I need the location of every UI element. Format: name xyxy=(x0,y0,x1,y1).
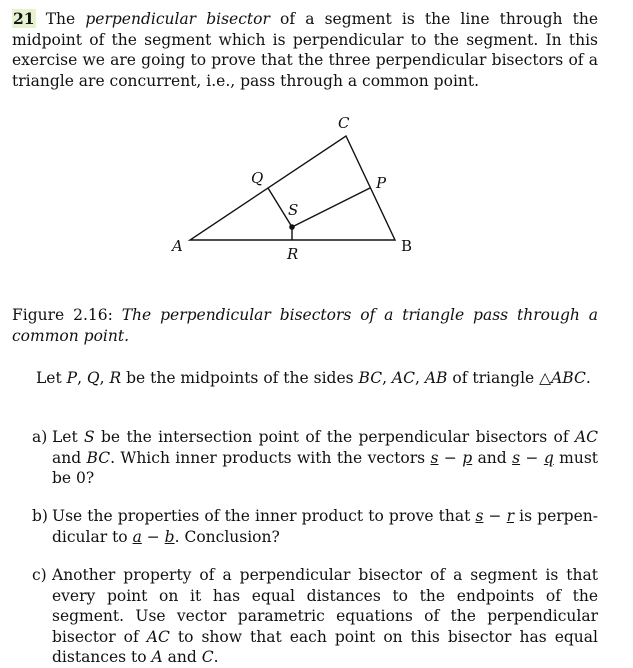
math: BC xyxy=(86,448,111,467)
label-p: P xyxy=(376,174,387,192)
vector: p xyxy=(462,448,473,467)
math: AC xyxy=(391,369,415,387)
text: Let xyxy=(52,428,85,446)
text: of triangle xyxy=(447,369,540,387)
operator: − xyxy=(520,448,544,467)
text: and xyxy=(162,648,202,666)
text: to show that each point on this bisector has equal distances to xyxy=(52,627,598,666)
body-paragraph xyxy=(12,368,598,389)
text: . Which inner products with the vectors xyxy=(110,448,431,467)
caption-label: Figure 2.16: xyxy=(12,306,113,324)
bisector-p xyxy=(292,188,370,227)
text: . Conclusion? xyxy=(174,527,280,546)
text: Let xyxy=(36,369,67,387)
math: AB xyxy=(424,369,448,387)
text: be the midpoints of the sides xyxy=(121,369,359,387)
point-s xyxy=(289,224,295,230)
text: , xyxy=(414,369,425,387)
label-a: A xyxy=(172,237,183,255)
label-c: C xyxy=(338,114,350,132)
vector: b xyxy=(164,527,175,546)
text: , xyxy=(99,369,110,387)
vector: s xyxy=(512,448,521,467)
part-a xyxy=(32,427,599,489)
label-q: Q xyxy=(251,169,264,187)
intro-pre: The xyxy=(45,10,86,28)
label-b: B xyxy=(401,237,413,255)
intro-term: perpendicular bisector xyxy=(85,10,270,28)
math: AC xyxy=(146,627,170,646)
vector: s xyxy=(430,448,439,467)
text: be the intersection point of the perpendicular bisectors of xyxy=(94,428,575,446)
text: is perpen-dicular to xyxy=(52,507,598,546)
part-b xyxy=(32,506,598,547)
text: Use the properties of the inner product to prove that xyxy=(52,507,476,525)
vector: s xyxy=(475,507,484,525)
text: , xyxy=(77,369,87,387)
math: C xyxy=(201,648,214,666)
part-label: c) xyxy=(32,566,47,584)
triangle-figure xyxy=(0,108,633,270)
math: BC xyxy=(358,369,383,387)
vector: a xyxy=(132,527,142,546)
operator: − xyxy=(438,448,463,467)
figure-caption xyxy=(12,305,598,346)
vector: r xyxy=(506,507,515,525)
math: S xyxy=(84,428,95,446)
operator: − xyxy=(141,527,165,546)
math: R xyxy=(109,369,122,387)
math: P xyxy=(66,369,78,387)
text: and xyxy=(472,448,513,467)
vector: q xyxy=(543,448,554,467)
intro-post: of a segment is the line through the midpoint of the segment which is perpendicular to the segment. In this exercise we are going to prove that the three perpendicular bisectors of a triangle are concurrent, i.e., pass through a common point. xyxy=(12,10,598,90)
text: must be 0? xyxy=(52,448,599,487)
operator: − xyxy=(483,507,507,525)
exercise-intro xyxy=(12,9,598,91)
math: AC xyxy=(574,428,598,446)
text: . xyxy=(585,369,591,387)
text: Another property of a perpendicular bisector of a segment is that every point on it has equal distances to the endpoints of the segment. Use vector parametric equations of the perpendicular bisector of xyxy=(52,566,598,646)
label-s: S xyxy=(288,201,299,219)
math: △ABC xyxy=(539,369,586,387)
caption-text: The perpendicular bisectors of a triangle pass through a common point. xyxy=(12,306,598,345)
exercise-number: 21 xyxy=(13,9,35,28)
part-c xyxy=(32,565,598,668)
label-r: R xyxy=(287,245,299,263)
part-label: a) xyxy=(32,428,48,446)
text: and xyxy=(52,448,87,467)
text: . xyxy=(213,648,219,666)
math: Q xyxy=(86,369,100,387)
text: , xyxy=(382,369,392,387)
part-label: b) xyxy=(32,507,48,525)
math: A xyxy=(151,648,163,666)
